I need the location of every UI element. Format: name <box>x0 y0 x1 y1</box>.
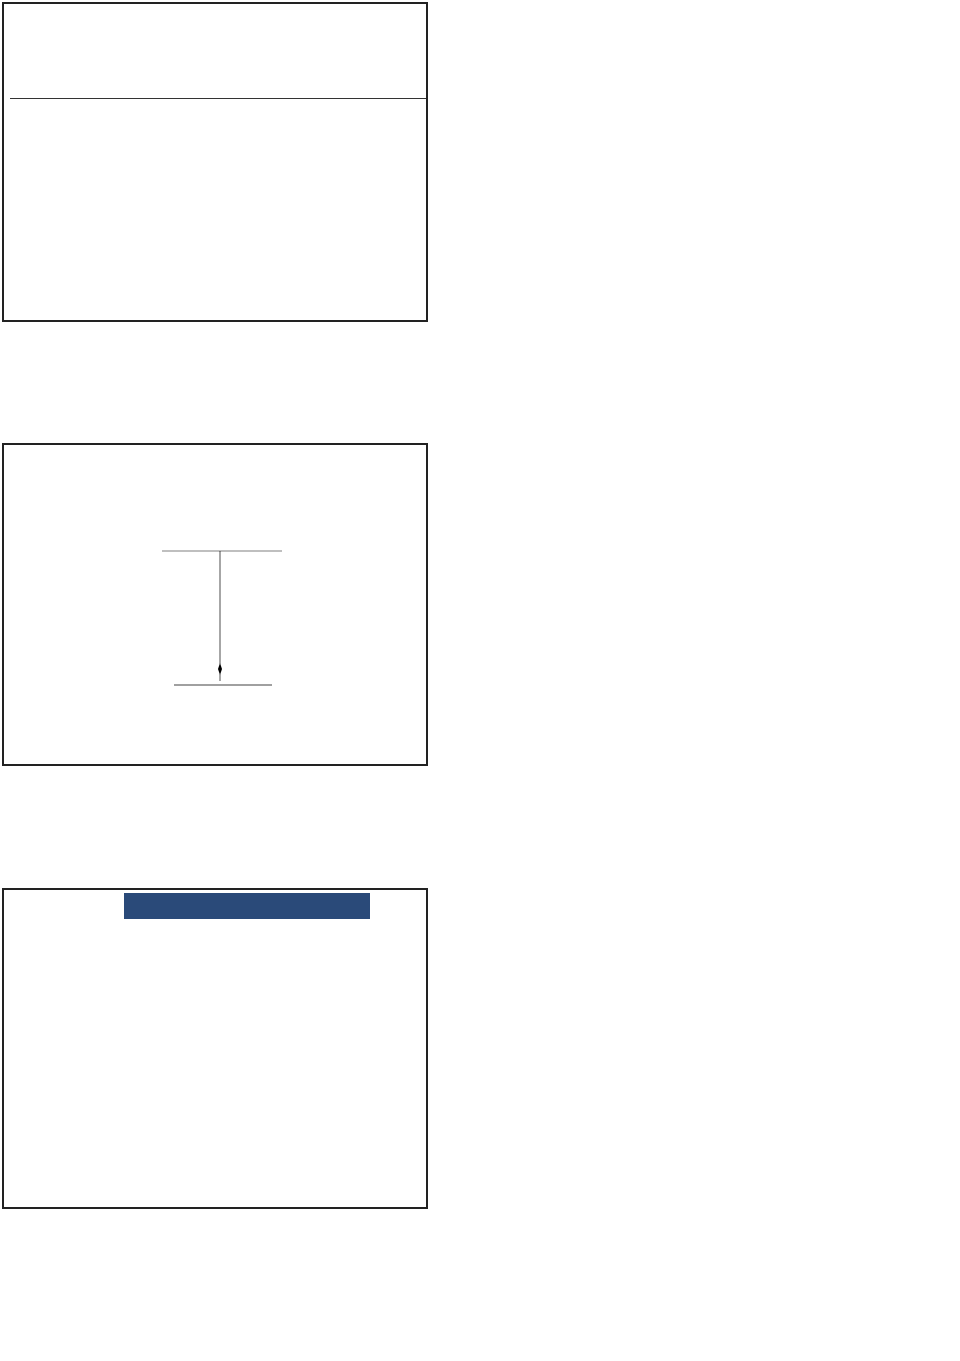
group-header-birth-month <box>10 88 149 99</box>
paper-excerpt <box>122 893 372 1105</box>
odds-ratio-table <box>10 88 426 99</box>
group-header-adhd-diagnosis <box>149 88 288 99</box>
slide-adhd-relative-immaturity <box>2 2 428 322</box>
slide-twin-substance-study <box>2 888 428 1209</box>
journal-banner <box>124 893 370 919</box>
summary-text <box>8 1102 428 1109</box>
group-header-adhd-medication <box>287 88 426 99</box>
forest-pooled-diamond <box>218 663 222 675</box>
slide-caesarean-review <box>2 443 428 766</box>
variance-bar-chart <box>122 981 372 1111</box>
forest-plot <box>154 525 294 700</box>
